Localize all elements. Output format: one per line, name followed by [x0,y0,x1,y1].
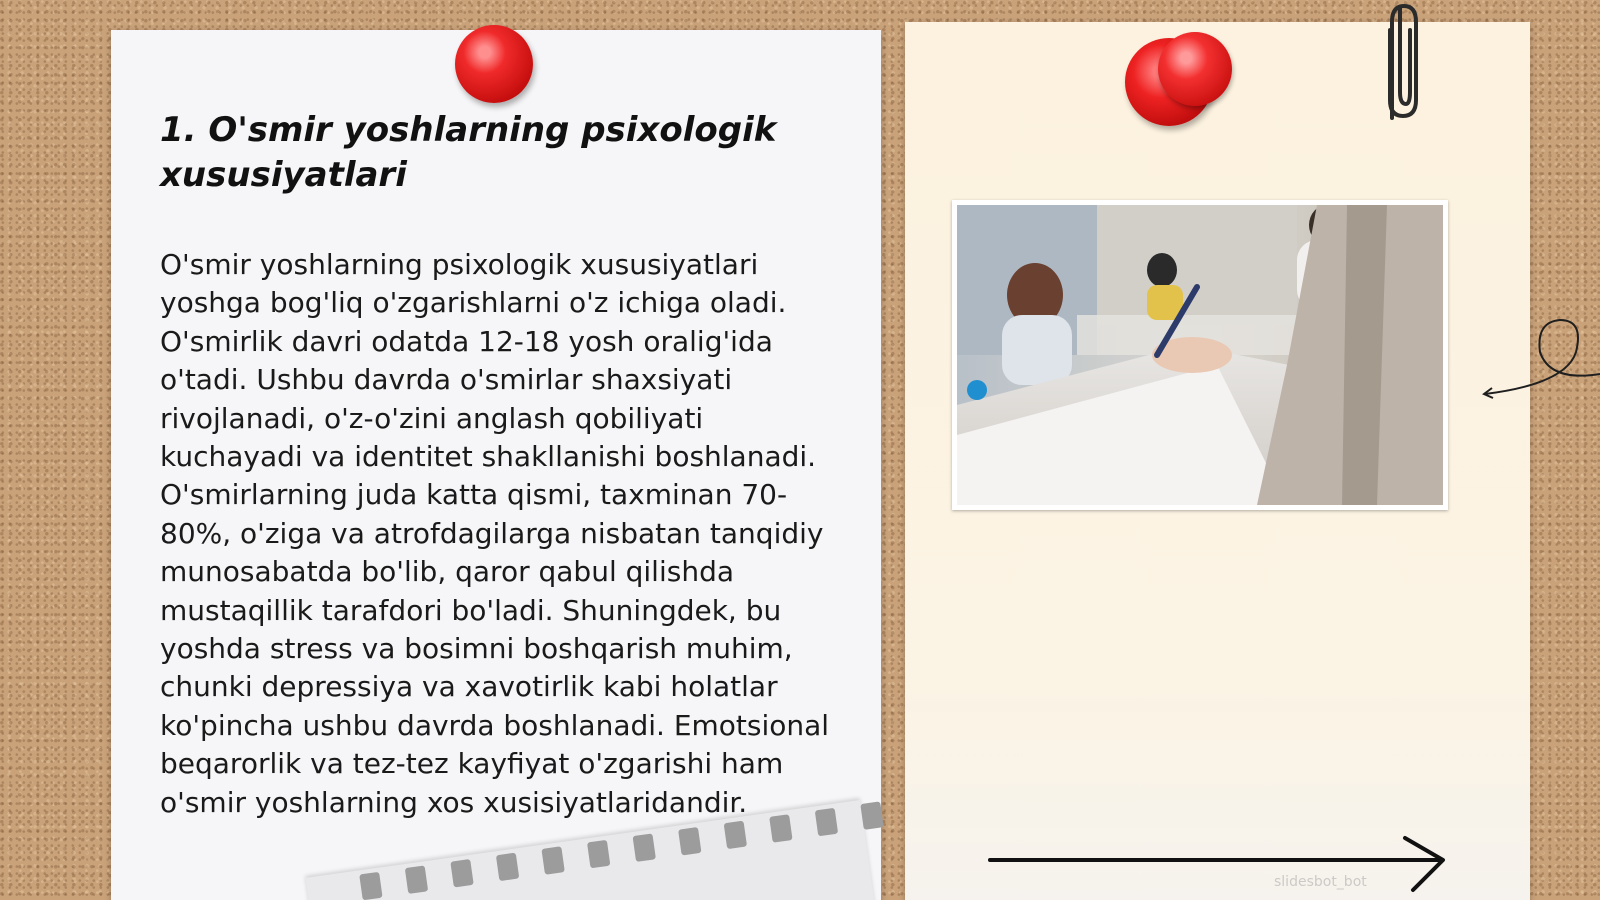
slide-title: 1. O'smir yoshlarning psixologik xususiyatlari [160,110,777,195]
swirl-arrow-icon [1480,312,1600,412]
arrow-right-icon [985,834,1455,894]
slide-body-text: O'smir yoshlarning psixologik xususiyatlari yoshga bog'liq o'zgarishlarni o'z ichiga oladi. O'smirlik davri odatda 12-18 yosh oralig'ida o'tadi. Ushbu davrda o'smirlar shaxsiyati rivojlanadi, o'z-o'zini anglash qobiliyati kuchayadi va identitet shakllanishi boshlanadi. O'smirlarning juda katta qismi, taxminan 70-80%, o'ziga va atrofdagilarga nisbatan tanqidiy munosabatda bo'lib, qaror qabul qilishda mustaqillik tarafdori bo'ladi. Shuningdek, bu yoshda stress va bosimni boshqarish muhim, chunki depressiya va xavotirlik kabi holatlar ko'pincha ushbu davrda boshlanadi. Emotsional beqarorlik va tez-tez kayfiyat o'zgarishi ham o'smir yoshlarning xos xusisiyatlaridandir. [160,248,830,819]
push-pin-icon [455,25,533,103]
classroom-photo [952,200,1448,510]
watermark: slidesbot_bot [1274,874,1367,890]
push-pin-icon [1158,32,1232,106]
paperclip-icon [1378,0,1422,124]
